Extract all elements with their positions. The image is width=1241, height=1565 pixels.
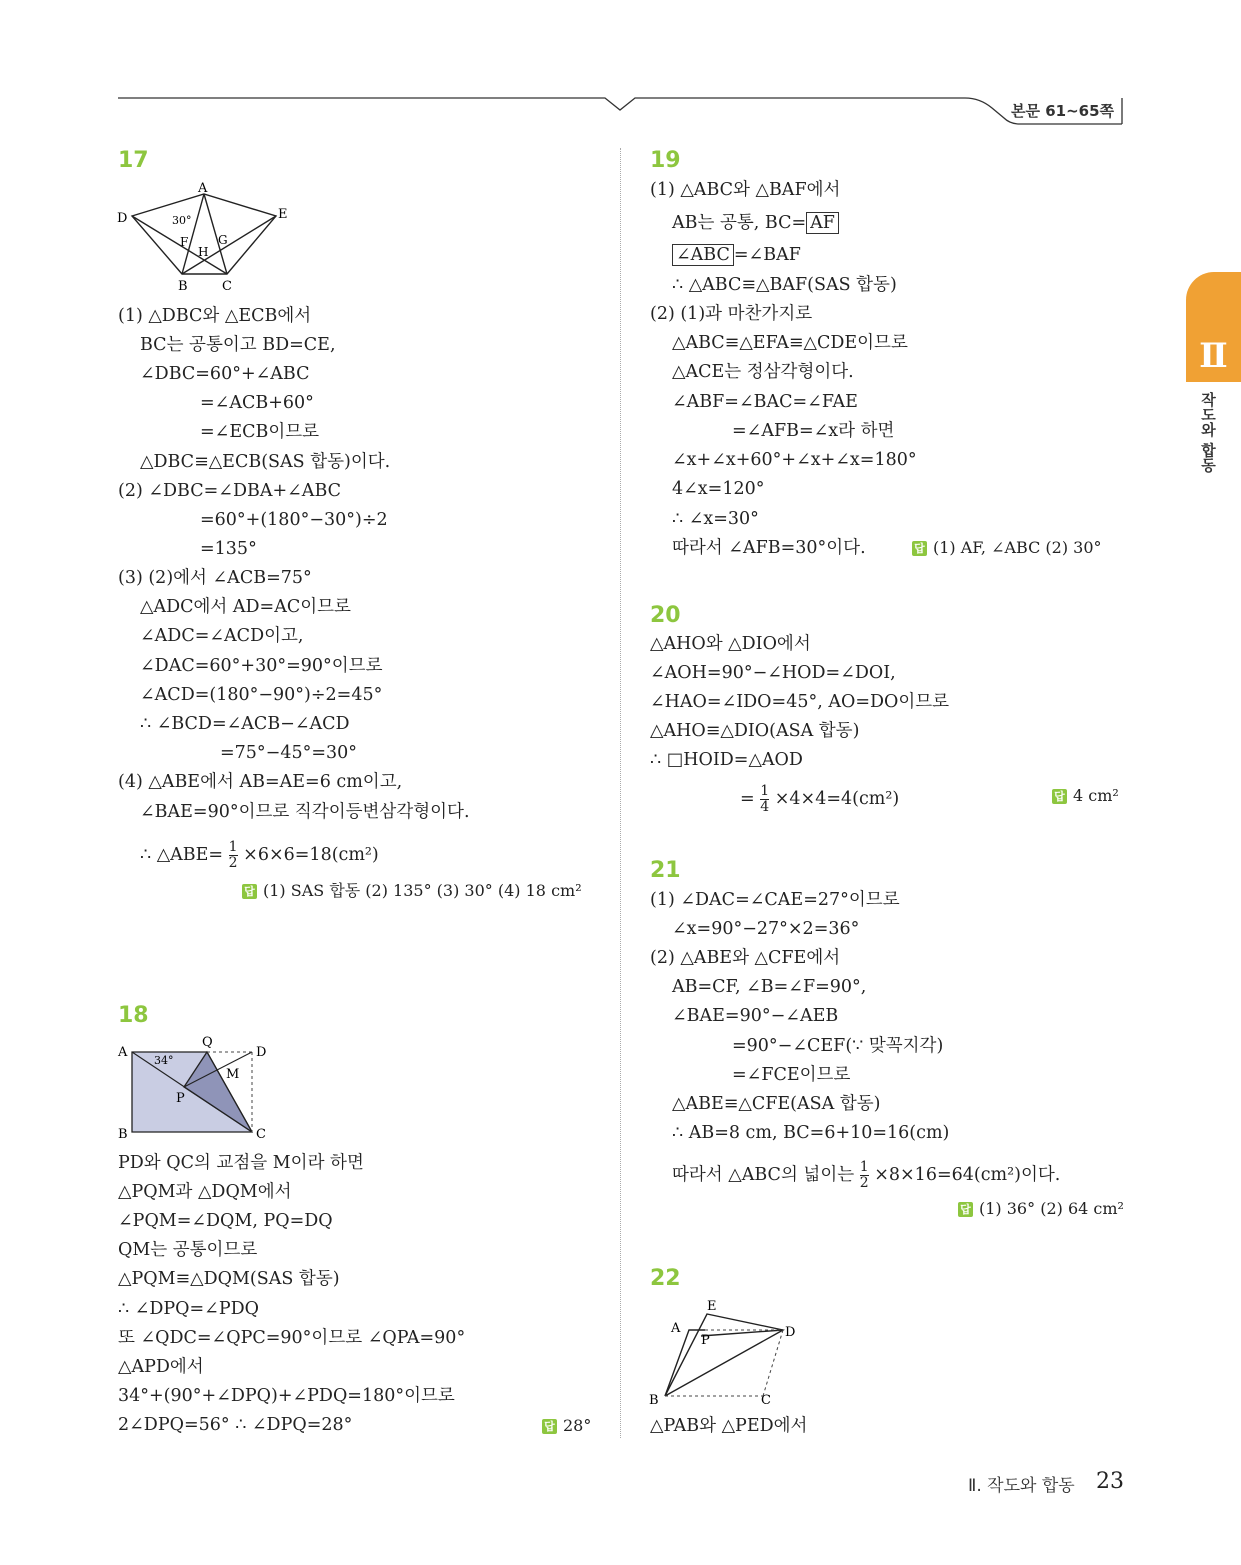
answer-19: 답 (1) AF, ∠ABC (2) 30° — [912, 538, 1102, 557]
answer-21: 답 (1) 36° (2) 64 cm² — [958, 1199, 1124, 1218]
s19-line-10: ∠x+∠x+60°+∠x+∠x=180° — [672, 450, 917, 470]
s18-line-6: ∴ ∠DPQ=∠PDQ — [118, 1299, 259, 1319]
s19-line-2: AB는 공통, BC= AF — [672, 213, 839, 233]
s18-line-5: △PQM≡△DQM(SAS 합동) — [118, 1269, 340, 1289]
s17-line-3: ∠DBC=60°+∠ABC — [140, 364, 310, 384]
s20-line-3: ∠HAO=∠IDO=45°, AO=DO이므로 — [650, 692, 950, 712]
page-number: 23 — [1096, 1469, 1124, 1494]
s18-line-2: △PQM과 △DQM에서 — [118, 1182, 292, 1202]
s17-line-11: △ADC에서 AD=AC이므로 — [140, 597, 351, 617]
s20-line-5: ∴ □HOID=△AOD — [650, 750, 803, 770]
s17-line-19 — [140, 840, 379, 871]
problem-number-18: 18 — [118, 1003, 149, 1028]
s18-line-9: 34°+(90°+∠DPQ)+∠PDQ=180°이므로 — [118, 1386, 455, 1406]
s17-line-5: =∠ECB이므로 — [200, 422, 320, 442]
s18-line-8: △APD에서 — [118, 1357, 204, 1377]
s17-line-13: ∠DAC=60°+30°=90°이므로 — [140, 656, 383, 676]
footer-chapter: Ⅱ. 작도와 합동 — [968, 1476, 1075, 1496]
fig18-label-a: A — [118, 1045, 128, 1060]
fig17-label-f: F — [180, 235, 189, 249]
s19-line-13: 따라서 ∠AFB=30°이다. — [672, 538, 866, 558]
s19-line-7: △ACE는 정삼각형이다. — [672, 362, 854, 382]
s20-line-4: △AHO≡△DIO(ASA 합동) — [650, 721, 860, 741]
problem-number-21: 21 — [650, 858, 681, 883]
fig22-label-a: A — [671, 1321, 681, 1336]
fig22-label-d: D — [785, 1325, 796, 1340]
column-divider — [620, 148, 621, 1438]
s21-line-6: =90°−∠CEF(∵ 맞꼭지각) — [732, 1036, 944, 1056]
s19-line-8: ∠ABF=∠BAC=∠FAE — [672, 392, 858, 412]
s17-line-12: ∠ADC=∠ACD이고, — [140, 626, 304, 646]
fig17-label-a: A — [198, 181, 208, 196]
answer-tag-18: 답 — [542, 1419, 557, 1434]
s21-line-1: (1) ∠DAC=∠CAE=27°이므로 — [650, 890, 900, 910]
answer-tag-20: 답 — [1052, 789, 1067, 804]
fig18-label-c: C — [256, 1127, 266, 1142]
fig18-label-b: B — [118, 1127, 128, 1142]
chapter-side-label: 작도와 합동 — [1199, 392, 1217, 473]
fig18-angle: 34° — [154, 1054, 174, 1067]
s20-line-6: = $\frac{1}{4}$ ×4×4=4(cm²) — [740, 783, 900, 815]
s18-line-10: 2∠DPQ=56° ∴ ∠DPQ=28° — [118, 1415, 353, 1435]
s21-line-8: △ABE≡△CFE(ASA 합동) — [672, 1094, 881, 1114]
fig17-label-h: H — [198, 245, 209, 259]
header-label: 본문 61~65쪽 — [1011, 102, 1115, 120]
s19-line-5: (2) (1)과 마찬가지로 — [650, 304, 813, 324]
fig18-label-p: P — [176, 1091, 185, 1106]
figure-22 — [645, 1296, 815, 1408]
s21-line-9: ∴ AB=8 cm, BC=6+10=16(cm) — [672, 1123, 950, 1143]
answer-18: 답 28° — [542, 1416, 591, 1435]
fig17-label-c: C — [222, 279, 232, 293]
s21-line-2: ∠x=90°−27°×2=36° — [672, 919, 860, 939]
s22-line-1: △PAB와 △PED에서 — [650, 1416, 808, 1436]
fig22-label-e: E — [707, 1299, 717, 1314]
s17-line-17: (4) △ABE에서 AB=AE=6 cm이고, — [118, 772, 403, 792]
fig17-label-g: G — [218, 233, 228, 247]
answer-tag-17: 답 — [242, 884, 257, 899]
s19-line-9: =∠AFB=∠x라 하면 — [732, 421, 895, 441]
s19-line-1: (1) △ABC와 △BAF에서 — [650, 180, 841, 200]
s19-line-11: 4∠x=120° — [672, 479, 765, 499]
s17-line-6: △DBC≡△ECB(SAS 합동)이다. — [140, 452, 391, 472]
s21-line-4: AB=CF, ∠B=∠F=90°, — [672, 977, 867, 997]
s20-fraction: $\frac{1}{4}$ — [760, 783, 770, 815]
problem-number-20: 20 — [650, 603, 681, 628]
figure-17 — [112, 178, 302, 293]
s19-box-abc: ∠ABC — [672, 244, 734, 266]
s17-line-4: =∠ACB+60° — [200, 393, 314, 413]
s19-line-12: ∴ ∠x=30° — [672, 509, 759, 529]
s20-line-2: ∠AOH=90°−∠HOD=∠DOI, — [650, 663, 896, 683]
fig22-label-b: B — [649, 1393, 659, 1408]
s21-line-5: ∠BAE=90°−∠AEB — [672, 1006, 839, 1026]
fig22-label-c: C — [761, 1393, 771, 1408]
s18-line-3: ∠PQM=∠DQM, PQ=DQ — [118, 1211, 333, 1231]
answer-17: 답 (1) SAS 합동 (2) 135° (3) 30° (4) 18 cm² — [242, 878, 582, 901]
s20-line-1: △AHO와 △DIO에서 — [650, 634, 811, 654]
answer-tag-19: 답 — [912, 541, 927, 556]
s21-line-7: =∠FCE이므로 — [732, 1065, 851, 1085]
s17-line-18: ∠BAE=90°이므로 직각이등변삼각형이다. — [140, 802, 470, 822]
s17-fraction: $\frac{1}{2}$ — [228, 839, 238, 871]
s19-line-4: ∴ △ABC≡△BAF(SAS 합동) — [672, 275, 897, 295]
s17-line-9: =135° — [200, 539, 257, 559]
fig17-label-b: B — [178, 279, 188, 293]
chapter-roman: Ⅱ — [1199, 336, 1228, 376]
fig17-label-e: E — [278, 207, 288, 222]
chapter-tab[interactable] — [1186, 272, 1241, 382]
s17-line-1: (1) △DBC와 △ECB에서 — [118, 306, 312, 326]
s19-box-af: AF — [806, 212, 839, 234]
fig18-label-m: M — [226, 1067, 240, 1082]
s19-line-3: ∠ABC =∠BAF — [672, 245, 801, 265]
fig17-angle: 30° — [172, 214, 192, 227]
s17-line-10: (3) (2)에서 ∠ACB=75° — [118, 568, 312, 588]
fig18-label-q: Q — [202, 1035, 213, 1050]
s17-line-14: ∠ACD=(180°−90°)÷2=45° — [140, 685, 383, 705]
s17-line-7: (2) ∠DBC=∠DBA+∠ABC — [118, 481, 342, 501]
s17-line-16: =75°−45°=30° — [220, 743, 358, 763]
fig17-label-d: D — [117, 211, 128, 226]
s18-line-7: 또 ∠QDC=∠QPC=90°이므로 ∠QPA=90° — [118, 1328, 466, 1348]
problem-number-17: 17 — [118, 148, 149, 173]
s17-line-8: =60°+(180°−30°)÷2 — [200, 510, 388, 530]
problem-number-19: 19 — [650, 148, 681, 173]
fig18-label-d: D — [256, 1045, 267, 1060]
problem-number-22: 22 — [650, 1266, 681, 1291]
s21-line-10: 따라서 △ABC의 넓이는 $\frac{1}{2}$ ×8×16=64(cm²)이다. — [672, 1159, 1061, 1191]
fig22-label-p: P — [701, 1333, 710, 1348]
s18-line-4: QM는 공통이므로 — [118, 1240, 258, 1260]
s21-line-3: (2) △ABE와 △CFE에서 — [650, 948, 841, 968]
s18-line-1: PD와 QC의 교점을 M이라 하면 — [118, 1153, 364, 1173]
answer-20: 답 4 cm² — [1052, 786, 1119, 805]
s17-area-lead: ∴ △ABE= — [140, 845, 224, 865]
s17-line-2: BC는 공통이고 BD=CE, — [140, 335, 336, 355]
s17-area-rest: ×6×6=18(cm²) — [243, 845, 379, 865]
s19-line-6: △ABC≡△EFA≡△CDE이므로 — [672, 333, 908, 353]
answer-tag-21: 답 — [958, 1202, 973, 1217]
s21-fraction: $\frac{1}{2}$ — [859, 1159, 869, 1191]
figure-18 — [112, 1032, 282, 1144]
s17-line-15: ∴ ∠BCD=∠ACB−∠ACD — [140, 714, 350, 734]
